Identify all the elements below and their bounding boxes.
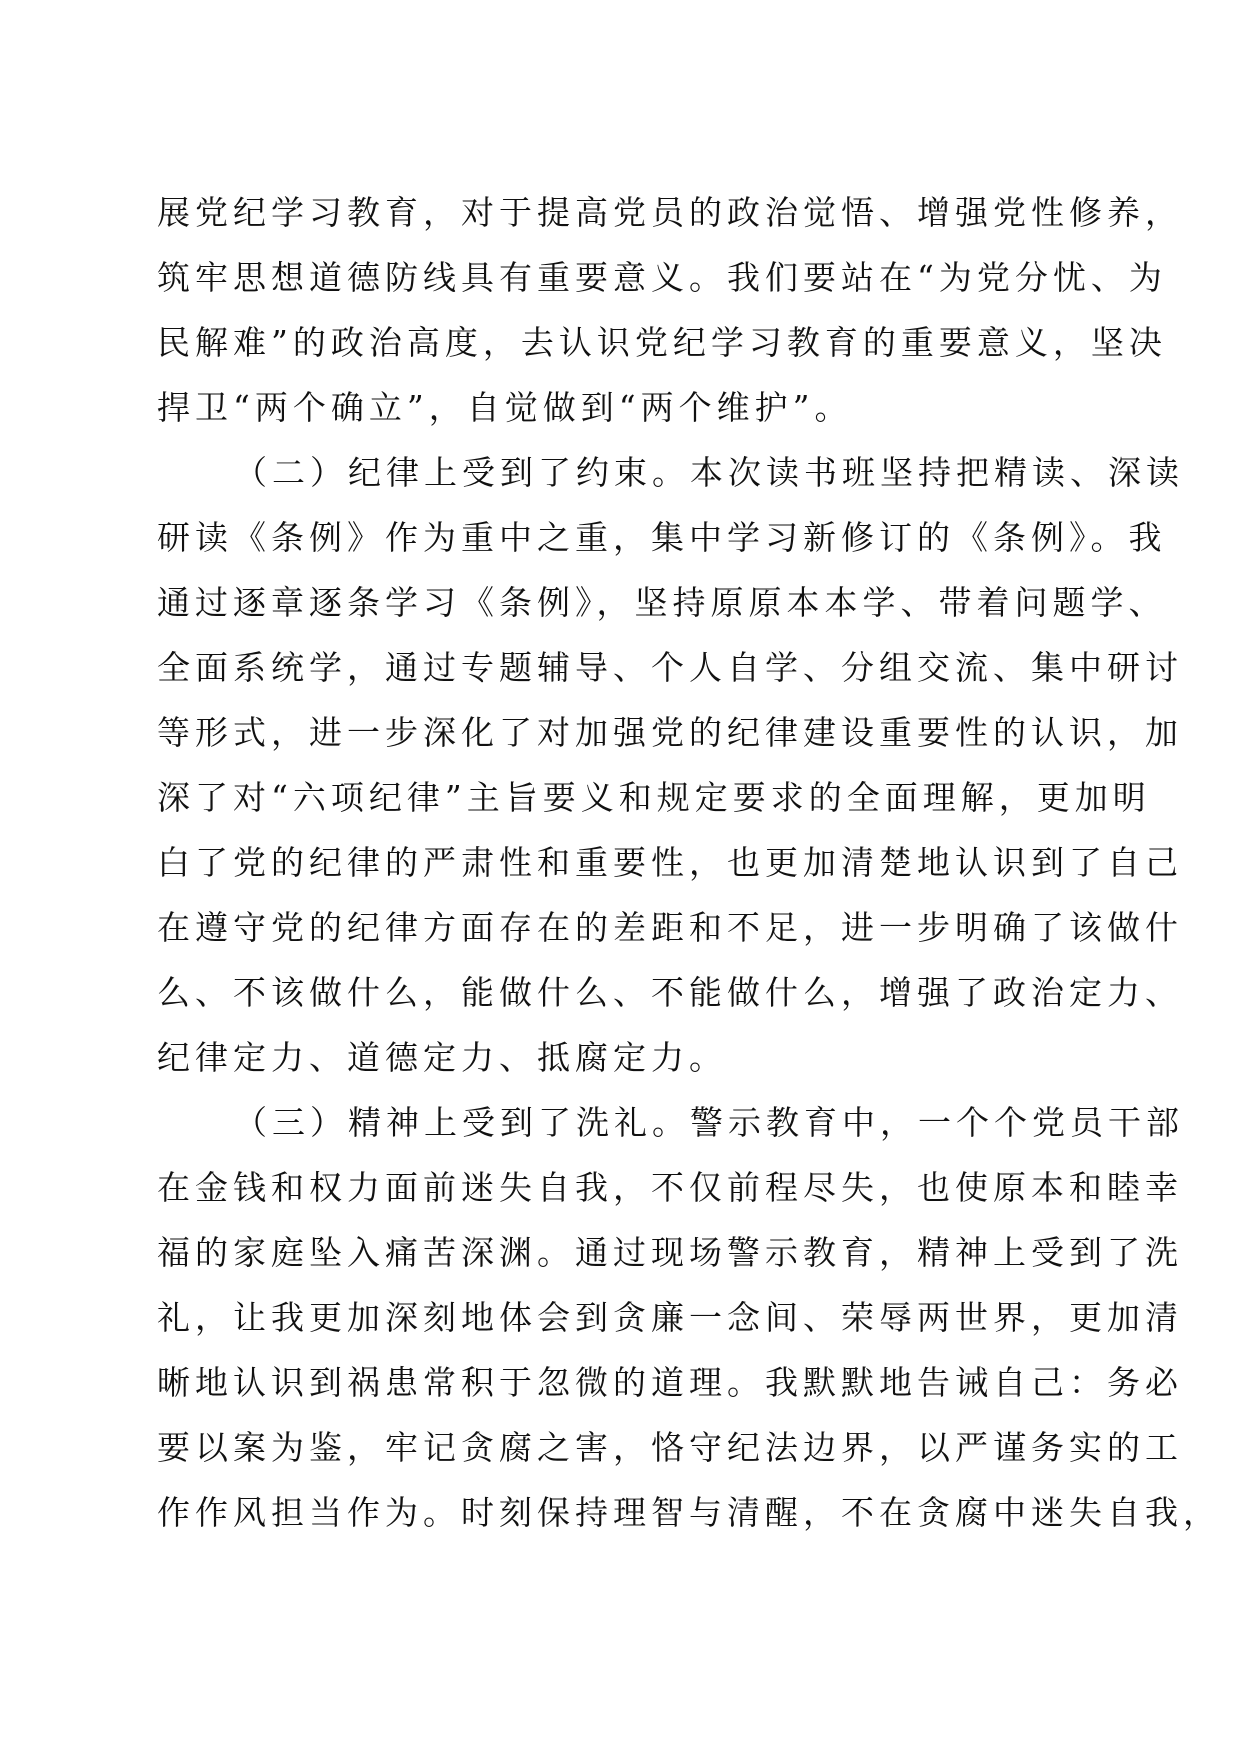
text-line: 全面系统学，通过专题辅导、个人自学、分组交流、集中研讨 [157,648,1183,687]
text-line: 通过逐章逐条学习《条例》，坚持原原本本学、带着问题学、 [157,583,1167,622]
text-line: 捍卫“两个确立”，自觉做到“两个维护”。 [157,388,853,427]
document-body [157,180,1221,1545]
text-line: 作作风担当作为。时刻保持理智与清醒，不在贪腐中迷失自我， [157,1493,1221,1532]
section-heading-line: （三）精神上受到了洗礼。警示教育中，一个个党员干部 [234,1103,1184,1142]
text-line: 筑牢思想道德防线具有重要意义。我们要站在“为党分忧、为 [157,258,1167,297]
text-line: 在遵守党的纪律方面存在的差距和不足，进一步明确了该做什 [157,908,1183,947]
text-line: 民解难”的政治高度，去认识党纪学习教育的重要意义，坚决 [157,323,1167,362]
section-heading-line: （二）纪律上受到了约束。本次读书班坚持把精读、深读 [234,453,1184,492]
text-line: 展党纪学习教育，对于提高党员的政治觉悟、增强党性修养， [157,193,1183,232]
text-line: 等形式，进一步深化了对加强党的纪律建设重要性的认识，加 [157,713,1183,752]
text-line: 研读《条例》作为重中之重，集中学习新修订的《条例》。我 [157,518,1167,557]
text-line: 福的家庭坠入痛苦深渊。通过现场警示教育，精神上受到了洗 [157,1233,1183,1272]
text-line: 礼，让我更加深刻地体会到贪廉一念间、荣辱两世界，更加清 [157,1298,1183,1337]
text-line: 么、不该做什么，能做什么、不能做什么，增强了政治定力、 [157,973,1183,1012]
text-line: 要以案为鉴，牢记贪腐之害，恪守纪法边界，以严谨务实的工 [157,1428,1183,1467]
text-line: 深了对“六项纪律”主旨要义和规定要求的全面理解，更加明 [157,778,1151,817]
text-line: 纪律定力、道德定力、抵腐定力。 [157,1038,727,1077]
text-line: 晰地认识到祸患常积于忽微的道理。我默默地告诫自己：务必 [157,1363,1183,1402]
text-line: 在金钱和权力面前迷失自我，不仅前程尽失，也使原本和睦幸 [157,1168,1183,1207]
text-line: 白了党的纪律的严肃性和重要性，也更加清楚地认识到了自己 [157,843,1183,882]
